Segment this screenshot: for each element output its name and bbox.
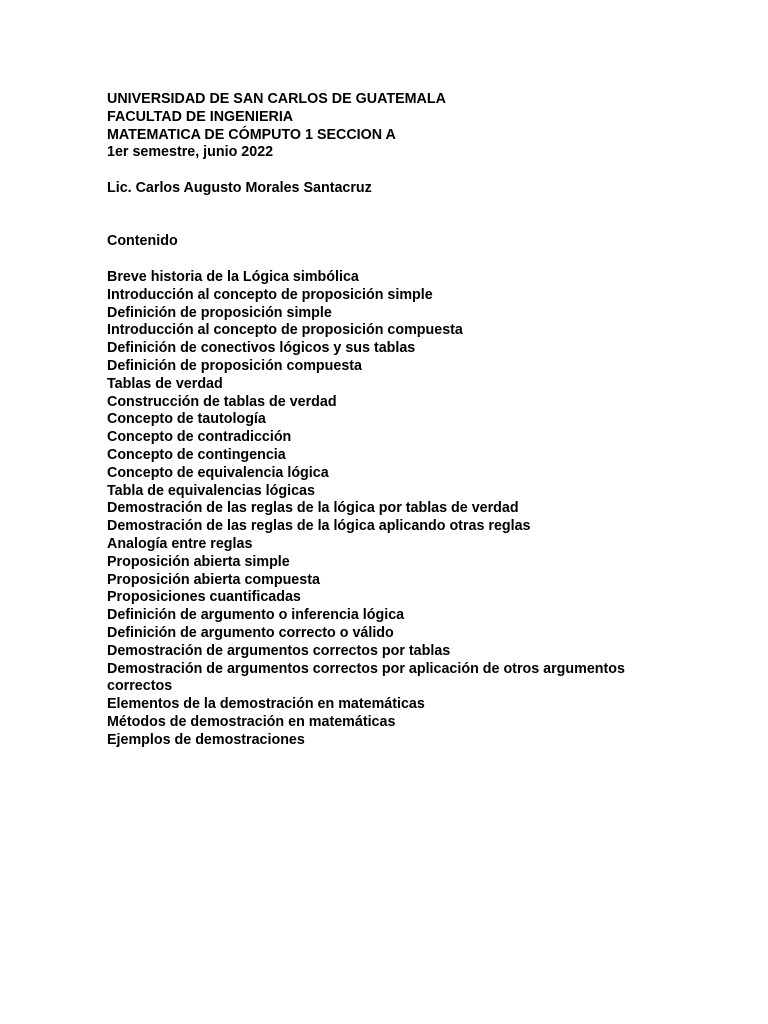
contents-item: Demostración de argumentos correctos por tablas	[107, 642, 451, 659]
contents-item: Demostración de argumentos correctos por aplicación de otros argumentos correctos	[107, 660, 625, 695]
contents-item: Concepto de contradicción	[107, 429, 292, 446]
contents-item: Ejemplos de demostraciones	[107, 731, 305, 748]
contents-item: Métodos de demostración en matemáticas	[107, 713, 396, 730]
contents-item: Introducción al concepto de proposición simple	[107, 286, 433, 303]
contents-item: Introducción al concepto de proposición compuesta	[107, 322, 463, 339]
contents-list	[107, 269, 707, 750]
contents-item: Demostración de las reglas de la lógica aplicando otras reglas	[107, 518, 531, 535]
contents-item: Breve historia de la Lógica simbólica	[107, 268, 359, 285]
contents-item: Construcción de tablas de verdad	[107, 393, 337, 410]
contents-item: Definición de argumento o inferencia lógica	[107, 607, 405, 624]
contents-item: Elementos de la demostración en matemáticas	[107, 696, 425, 713]
contents-item: Concepto de tautología	[107, 411, 266, 428]
contents-item: Definición de conectivos lógicos y sus tablas	[107, 340, 416, 357]
instructor-name: Lic. Carlos Augusto Morales Santacruz	[107, 179, 372, 196]
document-page	[107, 91, 707, 749]
contents-item: Proposiciones cuantificadas	[107, 589, 301, 606]
contents-item: Concepto de contingencia	[107, 446, 286, 463]
university-name: UNIVERSIDAD DE SAN CARLOS DE GUATEMALA	[107, 91, 446, 107]
contents-item: Proposición abierta simple	[107, 553, 290, 570]
contents-item: Concepto de equivalencia lógica	[107, 464, 329, 481]
contents-item: Tabla de equivalencias lógicas	[107, 482, 315, 499]
contents-item: Proposición abierta compuesta	[107, 571, 320, 588]
faculty-name: FACULTAD DE INGENIERIA	[107, 108, 294, 125]
contents-item: Definición de proposición simple	[107, 304, 332, 321]
course-title: MATEMATICA DE CÓMPUTO 1 SECCION A	[107, 126, 396, 143]
contents-item: Tablas de verdad	[107, 375, 223, 392]
contents-item: Definición de proposición compuesta	[107, 357, 362, 374]
contents-item: Demostración de las reglas de la lógica por tablas de verdad	[107, 500, 519, 517]
contents-item: Definición de argumento correcto o válido	[107, 624, 394, 641]
term-date: 1er semestre, junio 2022	[107, 144, 274, 161]
contents-heading: Contenido	[107, 233, 178, 250]
contents-item: Analogía entre reglas	[107, 535, 253, 552]
